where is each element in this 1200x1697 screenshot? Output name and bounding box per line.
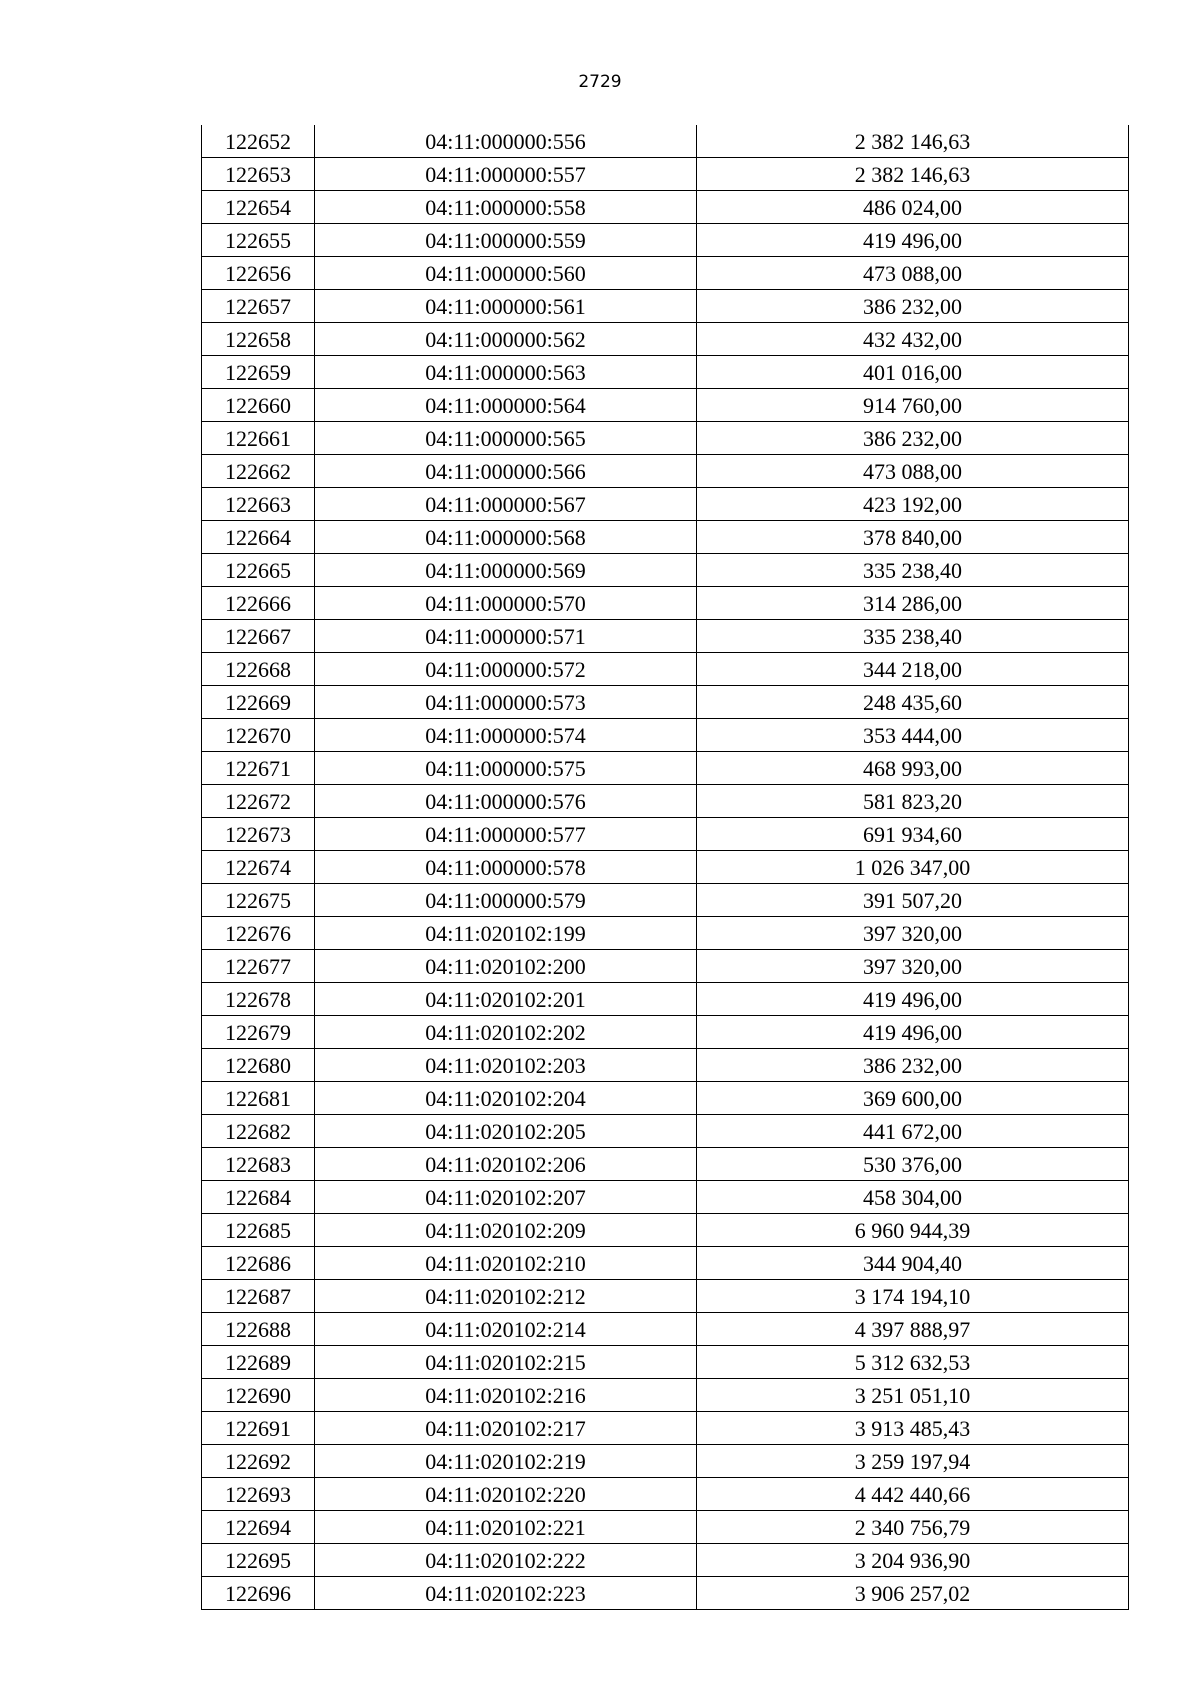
row-number-cell: 122679 xyxy=(202,1016,315,1049)
table-row xyxy=(202,191,1129,224)
table-row xyxy=(202,521,1129,554)
table-row xyxy=(202,422,1129,455)
row-number-cell: 122671 xyxy=(202,752,315,785)
cadastral-value-cell: 432 432,00 xyxy=(697,323,1129,356)
row-number-cell: 122682 xyxy=(202,1115,315,1148)
cadastral-number-cell: 04:11:000000:556 xyxy=(315,125,697,158)
cadastral-number-cell: 04:11:000000:576 xyxy=(315,785,697,818)
cadastral-value-cell: 581 823,20 xyxy=(697,785,1129,818)
row-number-cell: 122669 xyxy=(202,686,315,719)
row-number-cell: 122656 xyxy=(202,257,315,290)
row-number-cell: 122665 xyxy=(202,554,315,587)
row-number-cell: 122681 xyxy=(202,1082,315,1115)
table-row xyxy=(202,818,1129,851)
cadastral-value-cell: 486 024,00 xyxy=(697,191,1129,224)
table-row xyxy=(202,1544,1129,1577)
cadastral-number-cell: 04:11:000000:563 xyxy=(315,356,697,389)
table-row xyxy=(202,1478,1129,1511)
table-row xyxy=(202,1313,1129,1346)
cadastral-number-cell: 04:11:000000:559 xyxy=(315,224,697,257)
table-row xyxy=(202,851,1129,884)
cadastral-number-cell: 04:11:000000:573 xyxy=(315,686,697,719)
cadastral-value-table xyxy=(201,125,1129,1610)
page-number: 2729 xyxy=(578,72,622,92)
row-number-cell: 122660 xyxy=(202,389,315,422)
cadastral-value-cell: 4 442 440,66 xyxy=(697,1478,1129,1511)
table-row xyxy=(202,356,1129,389)
row-number-cell: 122662 xyxy=(202,455,315,488)
row-number-cell: 122686 xyxy=(202,1247,315,1280)
table-row xyxy=(202,620,1129,653)
cadastral-value-cell: 386 232,00 xyxy=(697,422,1129,455)
cadastral-value-cell: 391 507,20 xyxy=(697,884,1129,917)
table-row xyxy=(202,1346,1129,1379)
row-number-cell: 122659 xyxy=(202,356,315,389)
table-row xyxy=(202,785,1129,818)
row-number-cell: 122677 xyxy=(202,950,315,983)
cadastral-number-cell: 04:11:020102:222 xyxy=(315,1544,697,1577)
table-row xyxy=(202,983,1129,1016)
row-number-cell: 122672 xyxy=(202,785,315,818)
table-row xyxy=(202,1379,1129,1412)
row-number-cell: 122657 xyxy=(202,290,315,323)
cadastral-value-cell: 3 259 197,94 xyxy=(697,1445,1129,1478)
table-row xyxy=(202,719,1129,752)
row-number-cell: 122690 xyxy=(202,1379,315,1412)
cadastral-number-cell: 04:11:000000:566 xyxy=(315,455,697,488)
cadastral-value-cell: 344 904,40 xyxy=(697,1247,1129,1280)
cadastral-number-cell: 04:11:020102:210 xyxy=(315,1247,697,1280)
cadastral-number-cell: 04:11:000000:578 xyxy=(315,851,697,884)
cadastral-value-cell: 2 340 756,79 xyxy=(697,1511,1129,1544)
table-row xyxy=(202,1082,1129,1115)
cadastral-value-cell: 473 088,00 xyxy=(697,257,1129,290)
cadastral-number-cell: 04:11:020102:201 xyxy=(315,983,697,1016)
cadastral-value-cell: 914 760,00 xyxy=(697,389,1129,422)
cadastral-value-cell: 468 993,00 xyxy=(697,752,1129,785)
row-number-cell: 122658 xyxy=(202,323,315,356)
cadastral-value-cell: 314 286,00 xyxy=(697,587,1129,620)
row-number-cell: 122654 xyxy=(202,191,315,224)
row-number-cell: 122676 xyxy=(202,917,315,950)
row-number-cell: 122652 xyxy=(202,125,315,158)
cadastral-number-cell: 04:11:000000:571 xyxy=(315,620,697,653)
cadastral-value-cell: 248 435,60 xyxy=(697,686,1129,719)
cadastral-value-cell: 441 672,00 xyxy=(697,1115,1129,1148)
cadastral-value-cell: 3 906 257,02 xyxy=(697,1577,1129,1610)
row-number-cell: 122680 xyxy=(202,1049,315,1082)
cadastral-number-cell: 04:11:020102:205 xyxy=(315,1115,697,1148)
row-number-cell: 122689 xyxy=(202,1346,315,1379)
cadastral-number-cell: 04:11:000000:569 xyxy=(315,554,697,587)
cadastral-number-cell: 04:11:020102:203 xyxy=(315,1049,697,1082)
table-row xyxy=(202,1412,1129,1445)
cadastral-number-cell: 04:11:000000:570 xyxy=(315,587,697,620)
cadastral-number-cell: 04:11:020102:219 xyxy=(315,1445,697,1478)
cadastral-number-cell: 04:11:020102:204 xyxy=(315,1082,697,1115)
cadastral-value-cell: 335 238,40 xyxy=(697,554,1129,587)
table-row xyxy=(202,1148,1129,1181)
cadastral-number-cell: 04:11:000000:567 xyxy=(315,488,697,521)
row-number-cell: 122688 xyxy=(202,1313,315,1346)
cadastral-number-cell: 04:11:020102:215 xyxy=(315,1346,697,1379)
cadastral-value-cell: 458 304,00 xyxy=(697,1181,1129,1214)
table-row xyxy=(202,1577,1129,1610)
cadastral-number-cell: 04:11:020102:216 xyxy=(315,1379,697,1412)
cadastral-number-cell: 04:11:000000:577 xyxy=(315,818,697,851)
cadastral-number-cell: 04:11:000000:572 xyxy=(315,653,697,686)
row-number-cell: 122655 xyxy=(202,224,315,257)
table-row xyxy=(202,1511,1129,1544)
table-row xyxy=(202,587,1129,620)
table-row xyxy=(202,917,1129,950)
row-number-cell: 122695 xyxy=(202,1544,315,1577)
cadastral-value-cell: 3 174 194,10 xyxy=(697,1280,1129,1313)
cadastral-number-cell: 04:11:000000:561 xyxy=(315,290,697,323)
cadastral-number-cell: 04:11:000000:579 xyxy=(315,884,697,917)
table-row xyxy=(202,1181,1129,1214)
cadastral-value-cell: 335 238,40 xyxy=(697,620,1129,653)
table-row xyxy=(202,1115,1129,1148)
table-row xyxy=(202,323,1129,356)
row-number-cell: 122668 xyxy=(202,653,315,686)
cadastral-value-cell: 691 934,60 xyxy=(697,818,1129,851)
cadastral-number-cell: 04:11:000000:557 xyxy=(315,158,697,191)
table-row xyxy=(202,686,1129,719)
cadastral-value-cell: 473 088,00 xyxy=(697,455,1129,488)
row-number-cell: 122696 xyxy=(202,1577,315,1610)
cadastral-number-cell: 04:11:020102:202 xyxy=(315,1016,697,1049)
cadastral-value-cell: 2 382 146,63 xyxy=(697,158,1129,191)
cadastral-value-cell: 419 496,00 xyxy=(697,224,1129,257)
cadastral-number-cell: 04:11:020102:223 xyxy=(315,1577,697,1610)
cadastral-value-cell: 419 496,00 xyxy=(697,1016,1129,1049)
cadastral-number-cell: 04:11:020102:217 xyxy=(315,1412,697,1445)
table-row xyxy=(202,290,1129,323)
cadastral-value-cell: 353 444,00 xyxy=(697,719,1129,752)
cadastral-number-cell: 04:11:000000:568 xyxy=(315,521,697,554)
cadastral-value-cell: 4 397 888,97 xyxy=(697,1313,1129,1346)
row-number-cell: 122673 xyxy=(202,818,315,851)
row-number-cell: 122653 xyxy=(202,158,315,191)
cadastral-value-cell: 2 382 146,63 xyxy=(697,125,1129,158)
cadastral-value-cell: 419 496,00 xyxy=(697,983,1129,1016)
row-number-cell: 122693 xyxy=(202,1478,315,1511)
cadastral-number-cell: 04:11:000000:575 xyxy=(315,752,697,785)
cadastral-value-cell: 378 840,00 xyxy=(697,521,1129,554)
cadastral-number-cell: 04:11:020102:221 xyxy=(315,1511,697,1544)
row-number-cell: 122678 xyxy=(202,983,315,1016)
table-row xyxy=(202,125,1129,158)
table-body xyxy=(202,125,1129,1610)
cadastral-value-cell: 6 960 944,39 xyxy=(697,1214,1129,1247)
cadastral-value-cell: 3 251 051,10 xyxy=(697,1379,1129,1412)
row-number-cell: 122684 xyxy=(202,1181,315,1214)
table-row xyxy=(202,389,1129,422)
row-number-cell: 122692 xyxy=(202,1445,315,1478)
row-number-cell: 122675 xyxy=(202,884,315,917)
table-row xyxy=(202,1214,1129,1247)
row-number-cell: 122674 xyxy=(202,851,315,884)
cadastral-number-cell: 04:11:000000:558 xyxy=(315,191,697,224)
row-number-cell: 122691 xyxy=(202,1412,315,1445)
cadastral-value-cell: 401 016,00 xyxy=(697,356,1129,389)
table-row xyxy=(202,1445,1129,1478)
cadastral-value-cell: 5 312 632,53 xyxy=(697,1346,1129,1379)
table-row xyxy=(202,1247,1129,1280)
row-number-cell: 122663 xyxy=(202,488,315,521)
cadastral-value-cell: 369 600,00 xyxy=(697,1082,1129,1115)
row-number-cell: 122687 xyxy=(202,1280,315,1313)
cadastral-value-cell: 423 192,00 xyxy=(697,488,1129,521)
table-row xyxy=(202,1049,1129,1082)
cadastral-value-cell: 3 204 936,90 xyxy=(697,1544,1129,1577)
table-row xyxy=(202,884,1129,917)
cadastral-number-cell: 04:11:000000:564 xyxy=(315,389,697,422)
cadastral-number-cell: 04:11:000000:565 xyxy=(315,422,697,455)
cadastral-number-cell: 04:11:000000:562 xyxy=(315,323,697,356)
table-row xyxy=(202,224,1129,257)
table-row xyxy=(202,950,1129,983)
cadastral-value-cell: 386 232,00 xyxy=(697,290,1129,323)
table-row xyxy=(202,158,1129,191)
cadastral-number-cell: 04:11:020102:199 xyxy=(315,917,697,950)
cadastral-number-cell: 04:11:020102:200 xyxy=(315,950,697,983)
table-row xyxy=(202,1280,1129,1313)
table-row xyxy=(202,554,1129,587)
row-number-cell: 122694 xyxy=(202,1511,315,1544)
cadastral-number-cell: 04:11:020102:206 xyxy=(315,1148,697,1181)
cadastral-number-cell: 04:11:020102:209 xyxy=(315,1214,697,1247)
cadastral-value-cell: 386 232,00 xyxy=(697,1049,1129,1082)
row-number-cell: 122666 xyxy=(202,587,315,620)
cadastral-number-cell: 04:11:000000:574 xyxy=(315,719,697,752)
table-row xyxy=(202,752,1129,785)
cadastral-value-cell: 530 376,00 xyxy=(697,1148,1129,1181)
table-row xyxy=(202,1016,1129,1049)
row-number-cell: 122667 xyxy=(202,620,315,653)
row-number-cell: 122661 xyxy=(202,422,315,455)
cadastral-number-cell: 04:11:020102:212 xyxy=(315,1280,697,1313)
table-row xyxy=(202,653,1129,686)
cadastral-number-cell: 04:11:000000:560 xyxy=(315,257,697,290)
cadastral-value-cell: 397 320,00 xyxy=(697,917,1129,950)
table-row xyxy=(202,455,1129,488)
cadastral-value-cell: 344 218,00 xyxy=(697,653,1129,686)
cadastral-value-cell: 3 913 485,43 xyxy=(697,1412,1129,1445)
cadastral-value-cell: 397 320,00 xyxy=(697,950,1129,983)
cadastral-value-cell: 1 026 347,00 xyxy=(697,851,1129,884)
table-row xyxy=(202,257,1129,290)
row-number-cell: 122664 xyxy=(202,521,315,554)
cadastral-number-cell: 04:11:020102:207 xyxy=(315,1181,697,1214)
table-row xyxy=(202,488,1129,521)
cadastral-number-cell: 04:11:020102:220 xyxy=(315,1478,697,1511)
row-number-cell: 122685 xyxy=(202,1214,315,1247)
cadastral-number-cell: 04:11:020102:214 xyxy=(315,1313,697,1346)
row-number-cell: 122670 xyxy=(202,719,315,752)
row-number-cell: 122683 xyxy=(202,1148,315,1181)
